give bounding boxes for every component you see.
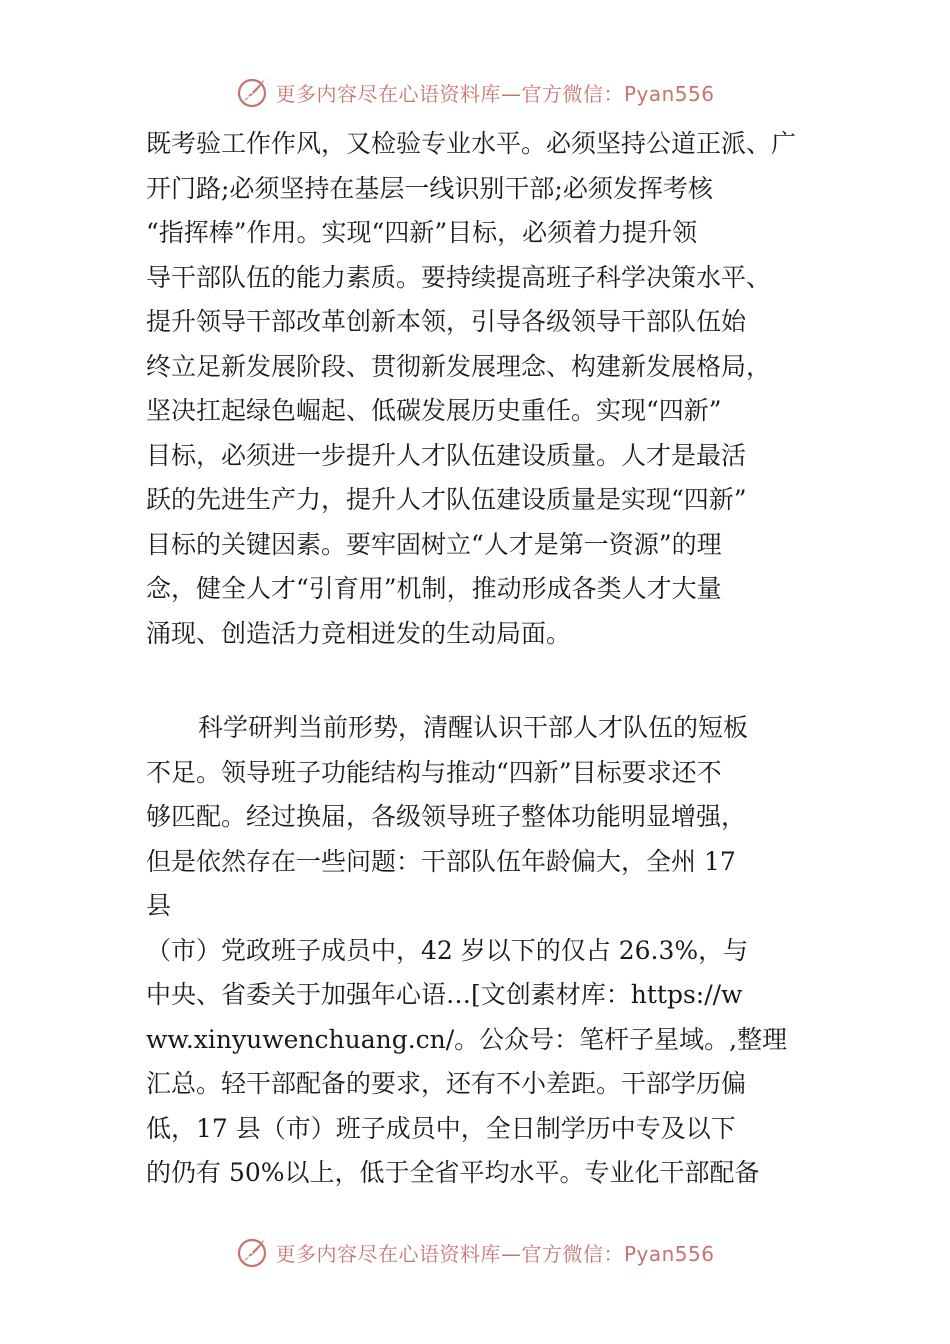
text-line: 汇总。轻干部配备的要求，还有不小差距。干部学历偏 bbox=[146, 1069, 747, 1098]
text-line: 的仍有 50%以上，低于全省平均水平。专业化干部配备 bbox=[146, 1158, 760, 1187]
text-line: 县 bbox=[146, 891, 172, 920]
footer-banner bbox=[0, 1232, 950, 1272]
banner-text: 更多内容尽在心语资料库—官方微信：Pyan556 bbox=[275, 1241, 715, 1266]
quill-logo-icon bbox=[235, 1235, 269, 1269]
quill-logo-icon bbox=[235, 75, 269, 109]
text-line: 跃的先进生产力，提升人才队伍建设质量是实现“四新” bbox=[146, 485, 747, 514]
text-line: 不足。领导班子功能结构与推动“四新”目标要求还不 bbox=[146, 757, 722, 787]
document-body bbox=[146, 122, 810, 1196]
text-line: ww.xinyuwenchuang.cn/。公众号：笔杆子星域。,整理 bbox=[146, 1024, 788, 1054]
text-line: 目标的关键因素。要牢固树立“人才是第一资源”的理 bbox=[146, 529, 722, 559]
text-line: 既考验工作作风，又检验专业水平。必须坚持公道正派、广 bbox=[146, 129, 797, 158]
text-line: 中央、省委关于加强年心语…[文创素材库：https://w bbox=[146, 980, 743, 1009]
text-line: 但是依然存在一些问题：干部队伍年龄偏大，全州 17 bbox=[146, 846, 736, 876]
text-line: 终立足新发展阶段、贯彻新发展理念、构建新发展格局， bbox=[146, 351, 772, 381]
header-banner bbox=[0, 72, 950, 112]
text-line: 坚决扛起绿色崛起、低碳发展历史重任。实现“四新” bbox=[146, 396, 722, 425]
text-line: 涌现、创造活力竞相迸发的生动局面。 bbox=[146, 618, 572, 648]
text-line: 念，健全人才“引育用”机制，推动形成各类人才大量 bbox=[146, 574, 722, 603]
banner-text: 更多内容尽在心语资料库—官方微信：Pyan556 bbox=[275, 81, 715, 106]
text-line: （市）党政班子成员中，42 岁以下的仅占 26.3%，与 bbox=[146, 935, 749, 965]
text-line: 科学研判当前形势，清醒认识干部人才队伍的短板 bbox=[198, 713, 749, 742]
text-line: 目标，必须进一步提升人才队伍建设质量。人才是最活 bbox=[146, 440, 747, 470]
text-line: “指挥棒”作用。实现“四新”目标，必须着力提升领 bbox=[146, 218, 698, 247]
text-line: 低，17 县（市）班子成员中，全日制学历中专及以下 bbox=[146, 1113, 736, 1143]
text-line: 提升领导干部改革创新本领，引导各级领导干部队伍始 bbox=[146, 307, 747, 336]
text-line: 开门路;必须坚持在基层一线识别干部;必须发挥考核 bbox=[146, 173, 713, 203]
text-line: 够匹配。经过换届，各级领导班子整体功能明显增强， bbox=[146, 802, 747, 831]
paragraph-2 bbox=[146, 706, 810, 1196]
text-line: 导干部队伍的能力素质。要持续提高班子科学决策水平、 bbox=[146, 262, 772, 292]
paragraph-1 bbox=[146, 122, 810, 656]
